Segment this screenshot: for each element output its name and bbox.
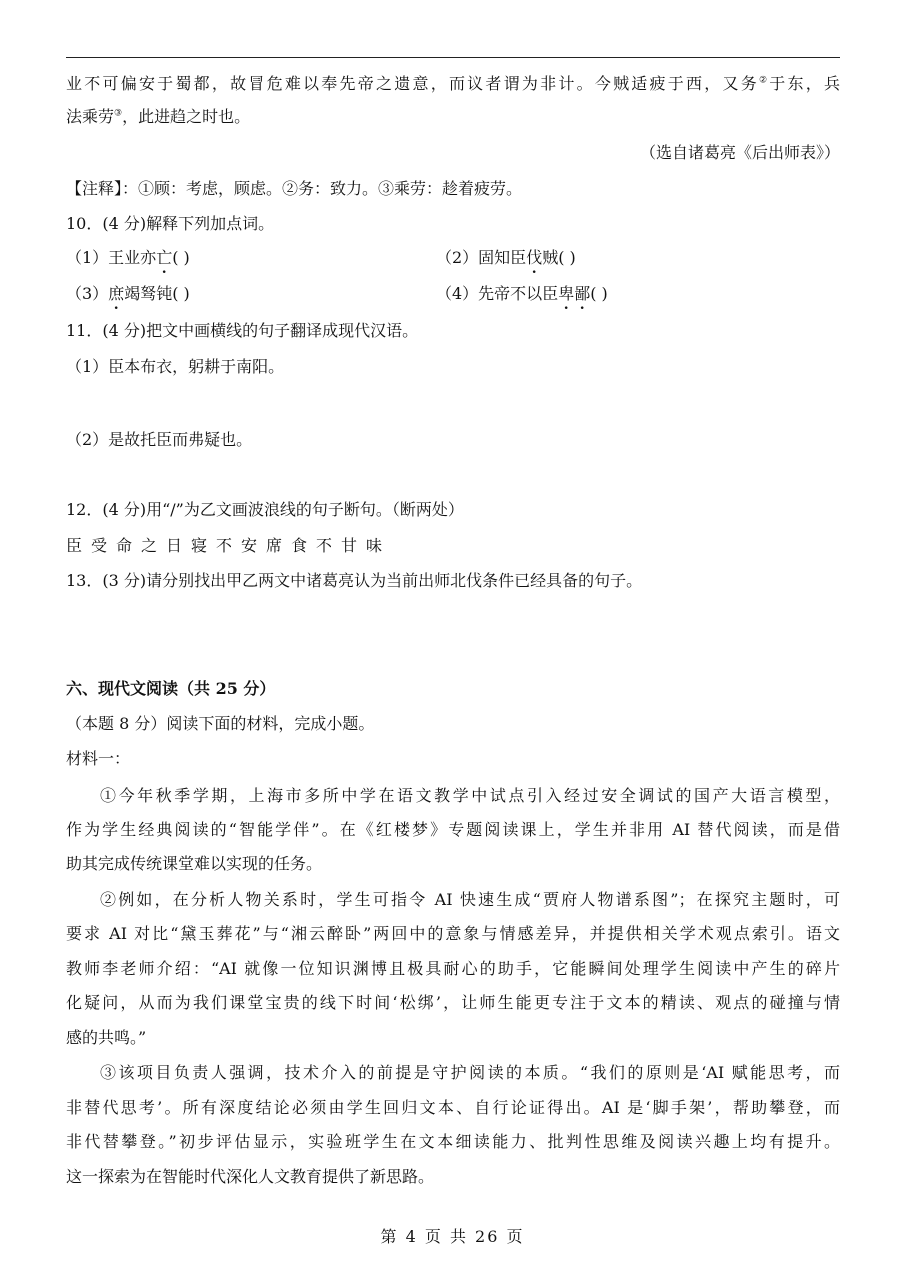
question-10-items-row-1 [66,247,840,269]
material-paragraph-3-line: ③该项目负责人强调，技术介入的前提是守护阅读的本质。“我们的原则是‘AI 赋能思考，而 [100,1063,840,1082]
question-11-sentence-1: （1）臣本布衣，躬耕于南阳。 [66,357,285,376]
question-11-sentence-2: （2）是故托臣而弗疑也。 [66,430,253,449]
question-12-stem: 12．(4 分)用“/”为乙文画波浪线的句子断句。（断两处） [66,500,464,519]
question-13-stem: 13．(3 分)请分别找出甲乙两文中诸葛亮认为当前出师北伐条件已经具备的句子。 [66,571,643,590]
material-paragraph-2-line: 要求 AI 对比“黛玉葬花”与“湘云醉卧”两回中的意象与情感差异，并提供相关学术观点索引。语文 [66,924,840,943]
material-paragraph-1-line: 作为学生经典阅读的“智能学伴”。在《红楼梦》专题阅读课上，学生并非用 AI 替代阅读，而是借 [66,820,840,839]
question-10-item-2: （2）固知臣伐贼( ) [436,248,576,267]
section-6-title: 六、现代文阅读（共 25 分） [66,679,276,698]
material-label: 材料一： [66,749,131,768]
question-11-stem: 11．(4 分)把文中画横线的句子翻译成现代汉语。 [66,321,419,340]
passage-line-2: 法乘劳③，此进趋之时也。 [66,107,251,126]
question-12-sentence: 臣受命之日寝不安席食不甘味 [66,536,392,555]
passage-notes: 【注释】：①顾：考虑，顾虑。②务：致力。③乘劳：趁着疲劳。 [66,179,523,198]
material-paragraph-2-line: 化疑问，从而为我们课堂宝贵的线下时间‘松绑’，让师生能更专注于文本的精读、观点的碰撞与情 [66,993,840,1012]
passage-line-1: 业不可偏安于蜀都，故冒危难以奉先帝之遗意，而议者谓为非计。今贼适疲于西，又务②于东，兵 [66,74,840,93]
material-paragraph-1-line: 助其完成传统课堂难以实现的任务。 [66,854,323,873]
material-paragraph-1-line: ①今年秋季学期，上海市多所中学在语文教学中试点引入经过安全调试的国产大语言模型， [100,786,840,805]
question-10-items-row-2 [66,283,840,305]
material-paragraph-3-line: 这一探索为在智能时代深化人文教育提供了新思路。 [66,1167,435,1186]
question-10-item-3: （3）庶竭驽钝( ) [66,284,190,303]
material-paragraph-2-line: 教师李老师介绍：“AI 就像一位知识渊博且极具耐心的助手，它能瞬间处理学生阅读中产生的碎片 [66,959,840,978]
question-10-item-1: （1）王业亦亡( ) [66,248,190,267]
material-paragraph-2-line: 感的共鸣。” [66,1028,147,1047]
material-paragraph-3-line: 非替代思考’。所有深度结论必须由学生回归文本、自行论证得出。AI 是‘脚手架’，帮助攀登，而 [66,1098,840,1117]
header-rule [66,57,840,58]
page-footer: 第 4 页 共 26 页 [380,1227,525,1246]
material-paragraph-3-line: 非代替攀登。”初步评估显示，实验班学生在文本细读能力、批判性思维及阅读兴趣上均有提升。 [66,1132,840,1151]
section-6-intro: （本题 8 分）阅读下面的材料，完成小题。 [66,714,375,733]
passage-source: （选自诸葛亮《后出师表》） [639,143,840,162]
question-10-item-4: （4）先帝不以臣卑鄙( ) [436,284,608,303]
question-10-stem: 10．(4 分)解释下列加点词。 [66,214,275,233]
material-paragraph-2-line: ②例如，在分析人物关系时，学生可指令 AI 快速生成“贾府人物谱系图”；在探究主题时，可 [100,890,840,909]
